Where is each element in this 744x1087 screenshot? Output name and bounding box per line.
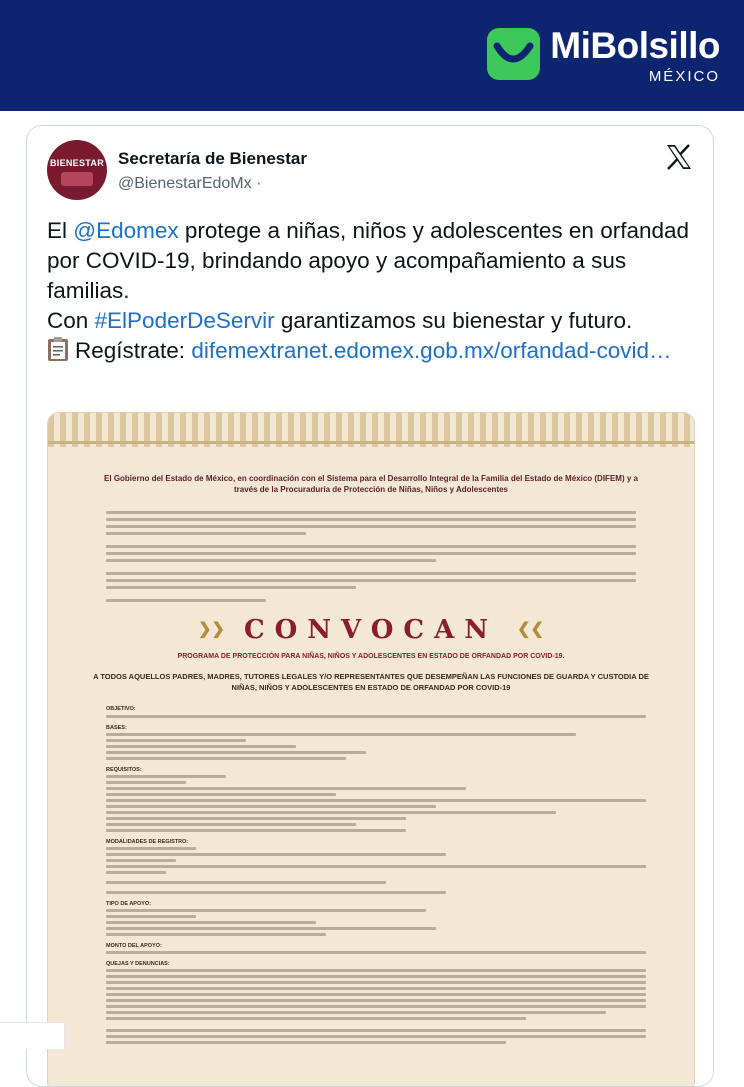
flyer-text-line — [106, 871, 166, 874]
flyer-text-line — [106, 572, 636, 575]
flyer-program: PROGRAMA DE PROTECCIÓN PARA NIÑAS, NIÑOS Y ADOLESCENTES EN ESTADO DE ORFANDAD POR COVID-19. — [177, 653, 565, 660]
brand-name: MiBolsillo — [550, 25, 720, 66]
flyer-text-line — [106, 805, 436, 808]
flyer-text-line — [106, 552, 636, 555]
ornament-left-icon: ❯❯ — [198, 619, 225, 638]
flyer-ornament-line — [48, 441, 694, 444]
smile-bag-icon — [487, 28, 540, 80]
site-header-bar — [0, 0, 744, 111]
flyer-section-tipo: TIPO DE APOYO: — [106, 901, 152, 907]
flyer-section-bases: BASES: — [106, 725, 127, 731]
flyer-text-line — [106, 793, 336, 796]
flyer-text-line — [106, 579, 636, 582]
flyer-text-line — [106, 518, 636, 521]
flyer-text-line — [106, 511, 636, 514]
flyer-text-line — [106, 881, 386, 884]
flyer-text-line — [106, 999, 646, 1002]
mention-link[interactable]: @Edomex — [73, 218, 179, 243]
avatar-emblem — [61, 172, 93, 186]
embedded-tweet-card[interactable] — [26, 125, 714, 1087]
flyer-text-line — [106, 1029, 646, 1032]
flyer-title-text: CONVOCAN — [243, 615, 499, 645]
avatar[interactable] — [47, 140, 107, 200]
flyer-text-line — [106, 599, 266, 602]
flyer-audience: A TODOS AQUELLOS PADRES, MADRES, TUTORES LEGALES Y/O REPRESENTANTES QUE DESEMPEÑAN LAS FUNCIONES DE GUARDA Y CUSTODIA DE NIÑAS, NIÑOS Y ADOLESCENTES EN ESTADO DE ORFANDAD POR COVID-19 — [93, 672, 649, 692]
flyer-text-line — [106, 981, 646, 984]
flyer-text-line — [106, 993, 646, 996]
flyer-text-line — [106, 733, 576, 736]
author-name[interactable]: Secretaría de Bienestar — [118, 149, 307, 168]
brand-country: MÉXICO — [648, 68, 720, 85]
flyer-text-line — [106, 525, 636, 528]
flyer-text-line — [106, 865, 646, 868]
flyer-text-line — [106, 975, 646, 978]
registration-link[interactable]: difemextranet.edomex.gob.mx/orfandad-covid… — [191, 338, 672, 363]
flyer-text-line — [106, 775, 226, 778]
flyer-text-line — [106, 1011, 606, 1014]
flyer-text-line — [106, 739, 246, 742]
flyer-section-quejas: QUEJAS Y DENUNCIAS: — [106, 961, 170, 967]
tweet-text-part: Con — [47, 308, 95, 333]
flyer-text-line — [106, 853, 446, 856]
flyer-text-line — [106, 559, 436, 562]
tweet-text — [47, 216, 697, 366]
author-handle[interactable]: @BienestarEdoMx · — [118, 175, 262, 192]
flyer-title — [48, 615, 694, 645]
flyer-text-line — [106, 987, 646, 990]
corner-overlay-box — [0, 1022, 65, 1049]
flyer-text-line — [106, 751, 366, 754]
flyer-text-line — [106, 586, 356, 589]
flyer-text-line — [106, 859, 176, 862]
flyer-section-requisitos: REQUISITOS: — [106, 767, 142, 773]
flyer-text-line — [106, 847, 196, 850]
brand-logo[interactable] — [487, 26, 720, 85]
flyer-text-line — [106, 823, 356, 826]
flyer-text-line — [106, 532, 306, 535]
flyer-text-line — [106, 1017, 526, 1020]
x-logo-icon[interactable] — [665, 144, 693, 170]
flyer-text-line — [106, 1041, 506, 1044]
flyer-text-line — [106, 921, 316, 924]
flyer-text-line — [106, 1035, 646, 1038]
flyer-header: El Gobierno del Estado de México, en coordinación con el Sistema para el Desarrollo Integral de la Familia del Estado de México (DIFEM) y a través de la Procuraduría de Protección de Niñas, Niños y Adolescentes — [104, 474, 638, 494]
flyer-text-line — [106, 909, 426, 912]
flyer-section-modalidades: MODALIDADES DE REGISTRO: — [106, 839, 189, 845]
flyer-text-line — [106, 799, 646, 802]
avatar-label: BIENESTAR — [49, 158, 105, 168]
flyer-text-line — [106, 969, 646, 972]
tweet-text-part: Regístrate: — [75, 338, 192, 363]
tweet-image-flyer[interactable] — [47, 412, 695, 1087]
tweet-text-part: protege a niñas, niños y adolescentes en orfandad por COVID-19, brindando apoyo y acompañamiento a sus familias. — [47, 218, 690, 303]
flyer-text-line — [106, 891, 446, 894]
flyer-section-monto: MONTO DEL APOYO: — [106, 943, 162, 949]
flyer-text-line — [106, 927, 436, 930]
tweet-text-part: garantizamos su bienestar y futuro. — [274, 308, 633, 333]
flyer-text-line — [106, 781, 186, 784]
flyer-text-line — [106, 915, 196, 918]
flyer-text-line — [106, 811, 556, 814]
flyer-text-line — [106, 933, 326, 936]
flyer-text-line — [106, 757, 346, 760]
flyer-text-line — [106, 829, 406, 832]
flyer-text-line — [106, 787, 466, 790]
flyer-text-line — [106, 745, 296, 748]
flyer-text-line — [106, 715, 646, 718]
flyer-text-line — [106, 1005, 646, 1008]
flyer-text-line — [106, 817, 406, 820]
hashtag-link[interactable]: #ElPoderDeServir — [94, 308, 275, 333]
flyer-text-line — [106, 951, 646, 954]
tweet-text-part: El — [47, 218, 74, 243]
flyer-text-line — [106, 545, 636, 548]
ornament-right-icon: ❮❮ — [517, 619, 544, 638]
flyer-section-objetivo: OBJETIVO: — [106, 706, 136, 712]
clipboard-icon — [47, 336, 69, 362]
